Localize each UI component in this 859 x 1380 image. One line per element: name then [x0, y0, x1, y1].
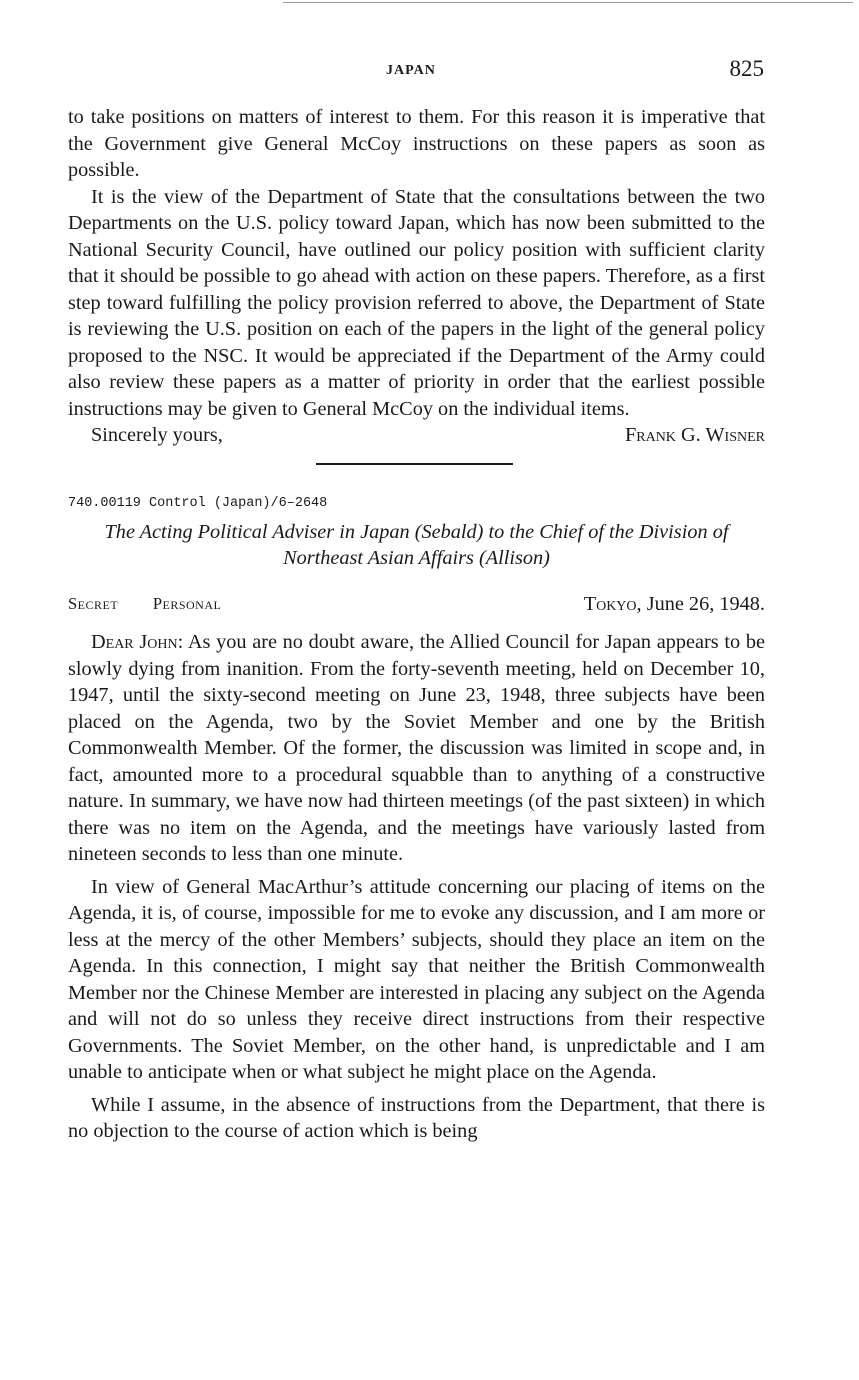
- running-head: [0, 56, 859, 86]
- classification-personal: Personal: [152, 593, 222, 613]
- page-body: [68, 104, 765, 1145]
- salutation: Dear John:: [91, 631, 184, 653]
- signature: Frank G. Wisner: [624, 424, 765, 446]
- signature-block: [68, 422, 765, 449]
- letter-paragraph-1-text: As you are no doubt aware, the Allied Council for Japan appears to be slowly dying from inanition. From the forty-seventh meeting, held on December 10, 1947, until the sixty-second meeting on June 23, 1948, three subjects have been placed on the Agenda, two by the Soviet Member and one by the British Commonwealth Member. Of the former, the discussion was limited in scope and, in fact, amounted more to a procedural squabble than to anything of a constructive nature. In summary, we have now had thirteen meetings (of the past sixteen) in which there was no item on the Agenda, and the meetings have variously lasted from nineteen seconds to less than one minute.: [68, 631, 765, 865]
- page-number: 825: [729, 56, 764, 81]
- dateline-place: Tokyo,: [583, 592, 642, 615]
- closing: Sincerely yours,: [91, 424, 223, 446]
- dateline-date: June 26, 1948.: [646, 592, 765, 615]
- preceding-paragraph-2: It is the view of the Department of State that the consultations between the two Departments on the U.S. policy toward Japan, which has now been submitted to the National Security Council, have outlined our policy position with sufficient clarity that it should be possible to go ahead with action on these papers. Therefore, as a first step toward fulfilling the policy provision referred to above, the Department of State is reviewing the U.S. position on each of the papers in the light of the general policy proposed to the NSC. It would be appreciated if the Department of the Army could also review these papers as a matter of priority in order that the earliest possible instructions may be given to General McCoy on the individual items.: [68, 185, 765, 420]
- classification-labels: [68, 591, 221, 618]
- dateline: [584, 591, 765, 618]
- preceding-paragraph-1: to take positions on matters of interest to them. For this reason it is imperative that the Government give General McCoy instructions on these papers as soon as possible.: [68, 106, 765, 181]
- classification-dateline: [68, 591, 765, 618]
- section-divider: [316, 463, 513, 465]
- letter-paragraph-1: [68, 629, 765, 868]
- document-reference: 740.00119 Control (Japan)/6–2648: [68, 495, 328, 511]
- top-rule: [283, 2, 853, 3]
- letter-paragraph-2: In view of General MacArthur’s attitude concerning our placing of items on the Agenda, it is, of course, impossible for me to evoke any discussion, and I am more or less at the mercy of the other Members’ subjects, should they place an item on the Agenda. In this connection, I might say that neither the British Commonwealth Member nor the Chinese Member are interested in placing any subject on the Agenda and will not do so unless they receive direct instructions from their respective Governments. The Soviet Member, on the other hand, is unpredictable and I am unable to anticipate when or what subject he might place on the Agenda.: [68, 875, 765, 1083]
- letter-body: [68, 629, 765, 1145]
- running-title: JAPAN: [386, 63, 436, 78]
- letter-paragraph-3: While I assume, in the absence of instructions from the Department, that there is no objection to the course of action which is being: [68, 1093, 765, 1142]
- classification-secret: Secret: [68, 593, 119, 613]
- document-heading: The Acting Political Adviser in Japan (Sebald) to the Chief of the Division of Northeast Asian Affairs (Allison): [104, 520, 729, 569]
